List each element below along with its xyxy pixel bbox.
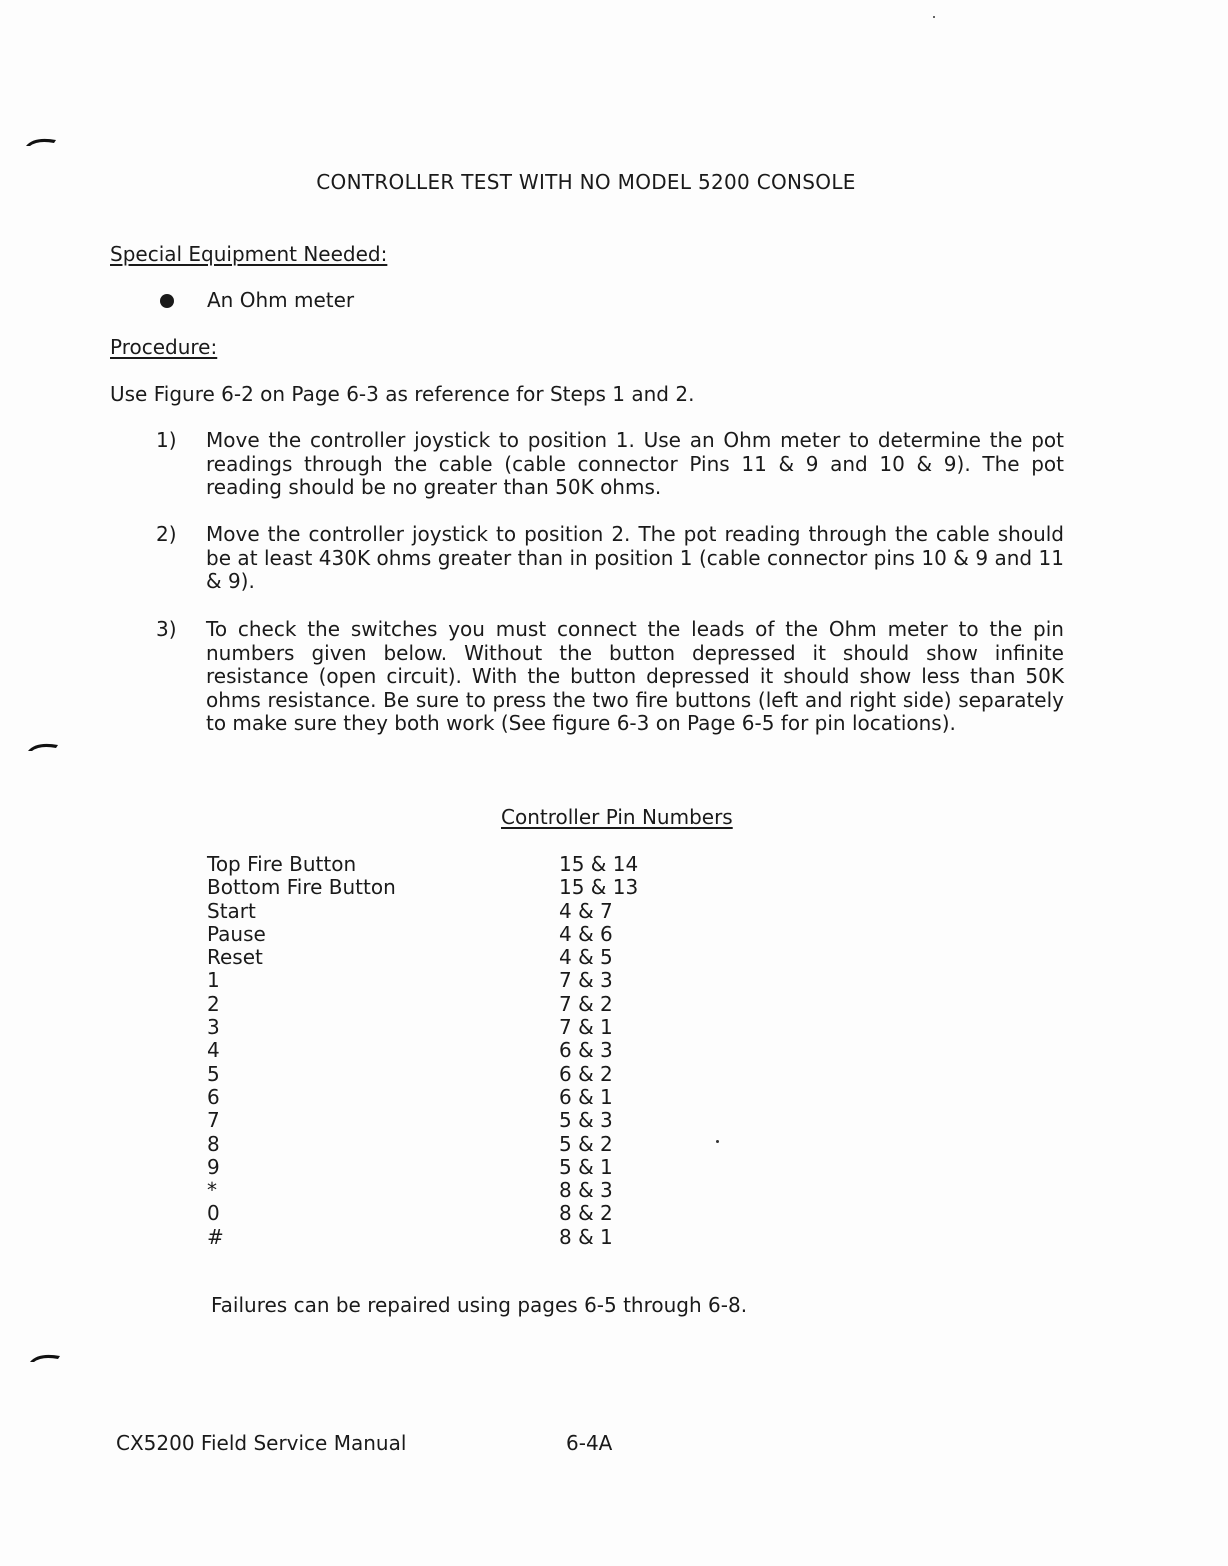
control-name: 7 — [207, 1108, 220, 1133]
control-name: Reset — [207, 945, 263, 970]
pin-pair: 7 & 2 — [559, 991, 613, 1016]
bullet-icon — [160, 294, 174, 308]
table-row — [207, 1179, 638, 1202]
pin-pair: 5 & 1 — [559, 1154, 613, 1179]
table-row — [207, 900, 638, 923]
control-name: 4 — [207, 1038, 220, 1063]
scan-speck — [716, 1140, 719, 1143]
pin-pair: 7 & 1 — [559, 1015, 613, 1040]
pin-pair: 6 & 1 — [559, 1084, 613, 1109]
pin-pair: 4 & 7 — [559, 898, 613, 923]
control-name: 0 — [207, 1201, 220, 1226]
table-row — [207, 946, 638, 969]
pin-pair: 8 & 1 — [559, 1224, 613, 1249]
table-row — [207, 1016, 638, 1039]
procedure-intro: Use Figure 6-2 on Page 6-3 as reference for Steps 1 and 2. — [110, 382, 695, 406]
control-name: Top Fire Button — [207, 852, 357, 876]
pin-pair: 15 & 13 — [559, 875, 639, 900]
procedure-heading: Procedure: — [110, 335, 218, 359]
control-name: # — [207, 1224, 224, 1249]
pin-pair: 5 & 3 — [559, 1108, 613, 1133]
table-row — [207, 993, 638, 1016]
control-name: Bottom Fire Button — [207, 875, 396, 900]
control-name: 1 — [207, 968, 220, 993]
table-row — [207, 1202, 638, 1225]
table-row — [207, 853, 638, 876]
control-name: 2 — [207, 991, 220, 1016]
step-number: 3) — [156, 617, 177, 641]
pin-pair: 5 & 2 — [559, 1131, 613, 1156]
control-name: 9 — [207, 1154, 220, 1179]
punch-hole-mark-top — [26, 136, 56, 146]
punch-hole-mark-middle — [28, 741, 58, 751]
table-row — [207, 969, 638, 992]
step-number: 1) — [156, 428, 177, 452]
pin-pair: 8 & 2 — [559, 1201, 613, 1226]
footer-page-number: 6-4A — [566, 1431, 613, 1455]
equipment-item-text: An Ohm meter — [207, 288, 355, 312]
procedure-step-2 — [156, 523, 1064, 594]
pin-pair: 4 & 5 — [559, 945, 613, 970]
control-name: Pause — [207, 921, 266, 946]
procedure-step-1 — [156, 429, 1064, 500]
control-name: * — [207, 1178, 217, 1203]
page-title: CONTROLLER TEST WITH NO MODEL 5200 CONSOLE — [316, 170, 856, 194]
pin-pair: 8 & 3 — [559, 1178, 613, 1203]
table-row — [207, 1039, 638, 1062]
table-row — [207, 1109, 638, 1132]
control-name: 8 — [207, 1131, 220, 1156]
table-row — [207, 1133, 638, 1156]
table-row — [207, 1063, 638, 1086]
pin-table-header: Controller Pin Numbers — [501, 805, 733, 829]
table-row — [207, 876, 638, 899]
pin-pair: 7 & 3 — [559, 968, 613, 993]
step-text: Move the controller joystick to position 2. The pot reading through the cable should be at least 430K ohms greater than in position 1 (cable connector pins 10 & 9 and 11 & 9). — [206, 522, 1064, 593]
procedure-step-3 — [156, 618, 1064, 736]
table-row — [207, 1086, 638, 1109]
table-row — [207, 1226, 638, 1249]
scan-speck — [933, 16, 935, 18]
special-equipment-heading: Special Equipment Needed: — [110, 242, 388, 266]
step-number: 2) — [156, 522, 177, 546]
step-text: To check the switches you must connect the leads of the Ohm meter to the pin numbers given below. Without the button depressed it should show infinite resistance (open circuit). With the button depressed it should show less than 50K ohms resistance. Be sure to press the two fire buttons (left and right side) separately to make sure they both work (See figure 6-3 on Page 6-5 for pin locations). — [206, 617, 1064, 735]
pin-pair: 6 & 3 — [559, 1038, 613, 1063]
punch-hole-mark-bottom — [30, 1352, 60, 1362]
footer-manual-title: CX5200 Field Service Manual — [116, 1431, 407, 1455]
pin-table — [207, 853, 638, 1249]
repair-footnote: Failures can be repaired using pages 6-5 through 6-8. — [211, 1293, 748, 1317]
table-row — [207, 923, 638, 946]
pin-pair: 15 & 14 — [559, 852, 639, 876]
table-row — [207, 1156, 638, 1179]
pin-pair: 4 & 6 — [559, 921, 613, 946]
control-name: 6 — [207, 1084, 220, 1109]
pin-pair: 6 & 2 — [559, 1061, 613, 1086]
control-name: Start — [207, 898, 256, 923]
control-name: 5 — [207, 1061, 220, 1086]
control-name: 3 — [207, 1015, 220, 1040]
step-text: Move the controller joystick to position 1. Use an Ohm meter to determine the pot readings through the cable (cable connector Pins 11 & 9 and 10 & 9). The pot reading should be no greater than 50K ohms. — [206, 428, 1064, 499]
